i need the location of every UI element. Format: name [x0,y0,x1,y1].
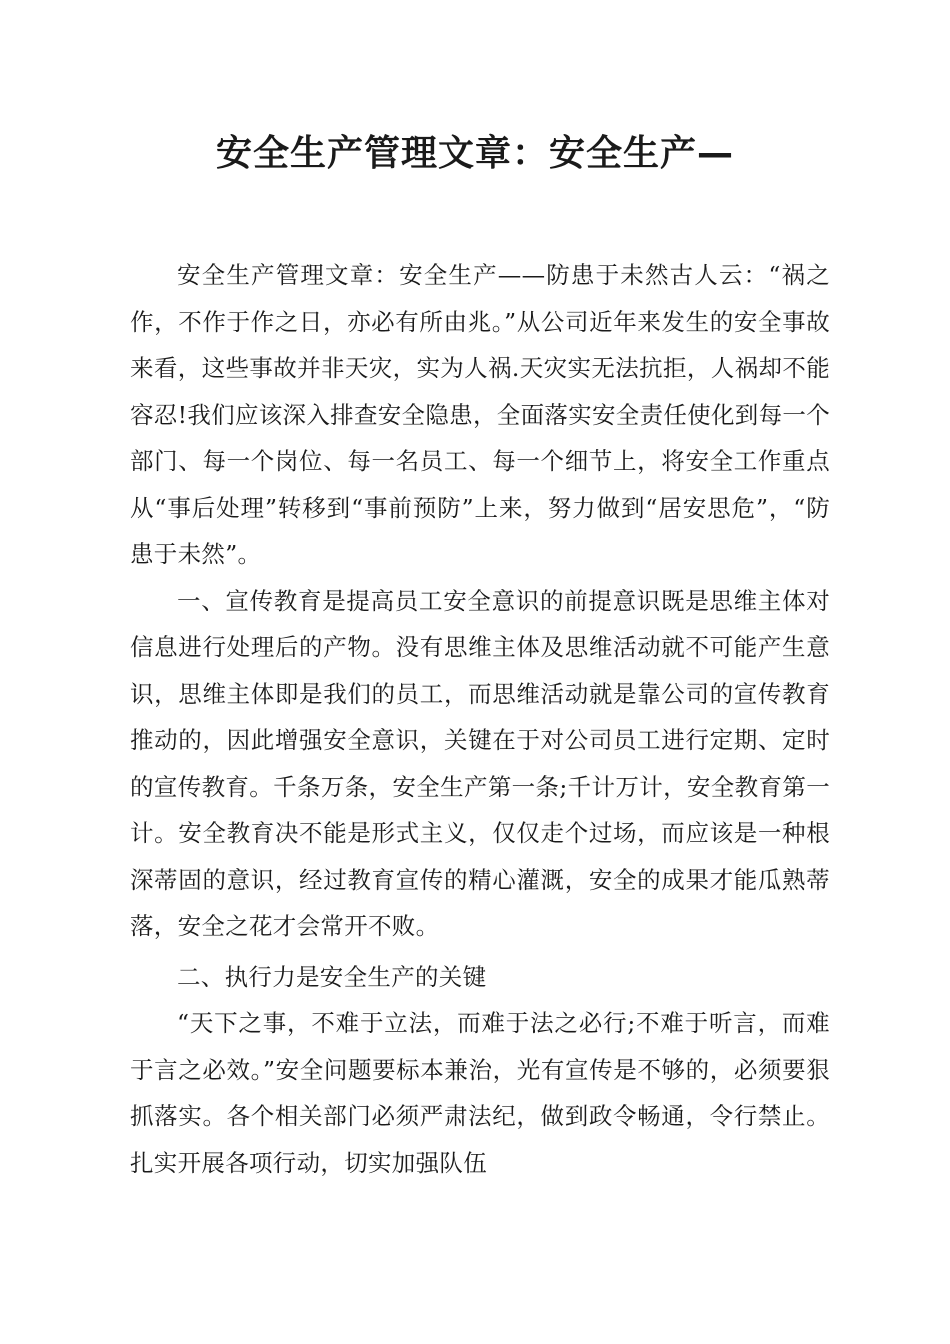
paragraph-section-one: 一、宣传教育是提高员工安全意识的前提意识既是思维主体对信息进行处理后的产物。没有思维主体及思维活动就不可能产生意识，思维主体即是我们的员工，而思维活动就是靠公司的宣传教育推动的，因此增强安全意识，关键在于对公司员工进行定期、定时的宣传教育。千条万条，安全生产第一条;千计万计，安全教育第一计。安全教育决不能是形式主义，仅仅走个过场，而应该是一种根深蒂固的意识，经过教育宣传的精心灌溉，安全的成果才能瓜熟蒂落，安全之花才会常开不败。 [130,586,830,940]
paragraph-section-two: “天下之事，不难于立法，而难于法之必行;不难于听言，而难于言之必效。”安全问题要标本兼治，光有宣传是不够的，必须要狠抓落实。各个相关部门必须严肃法纪，做到政令畅通，令行禁止。扎实开展各项行动，切实加强队伍 [130,1009,830,1177]
section-heading-two: 二、执行力是安全生产的关键 [177,962,487,991]
paragraph-intro: 安全生产管理文章：安全生产——防患于未然古人云：“祸之作，不作于作之日，亦必有所由兆。”从公司近年来发生的安全事故来看，这些事故并非天灾，实为人祸.天灾实无法抗拒，人祸却不能容忍!我们应该深入排查安全隐患，全面落实安全责任使化到每一个部门、每一个岗位、每一名员工、每一个细节上，将安全工作重点从“事后处理”转移到“事前预防”上来，努力做到“居安思危”，“防患于未然”。 [130,261,830,568]
document-body [130,252,830,1186]
document-title: 安全生产管理文章：安全生产— [215,133,734,174]
